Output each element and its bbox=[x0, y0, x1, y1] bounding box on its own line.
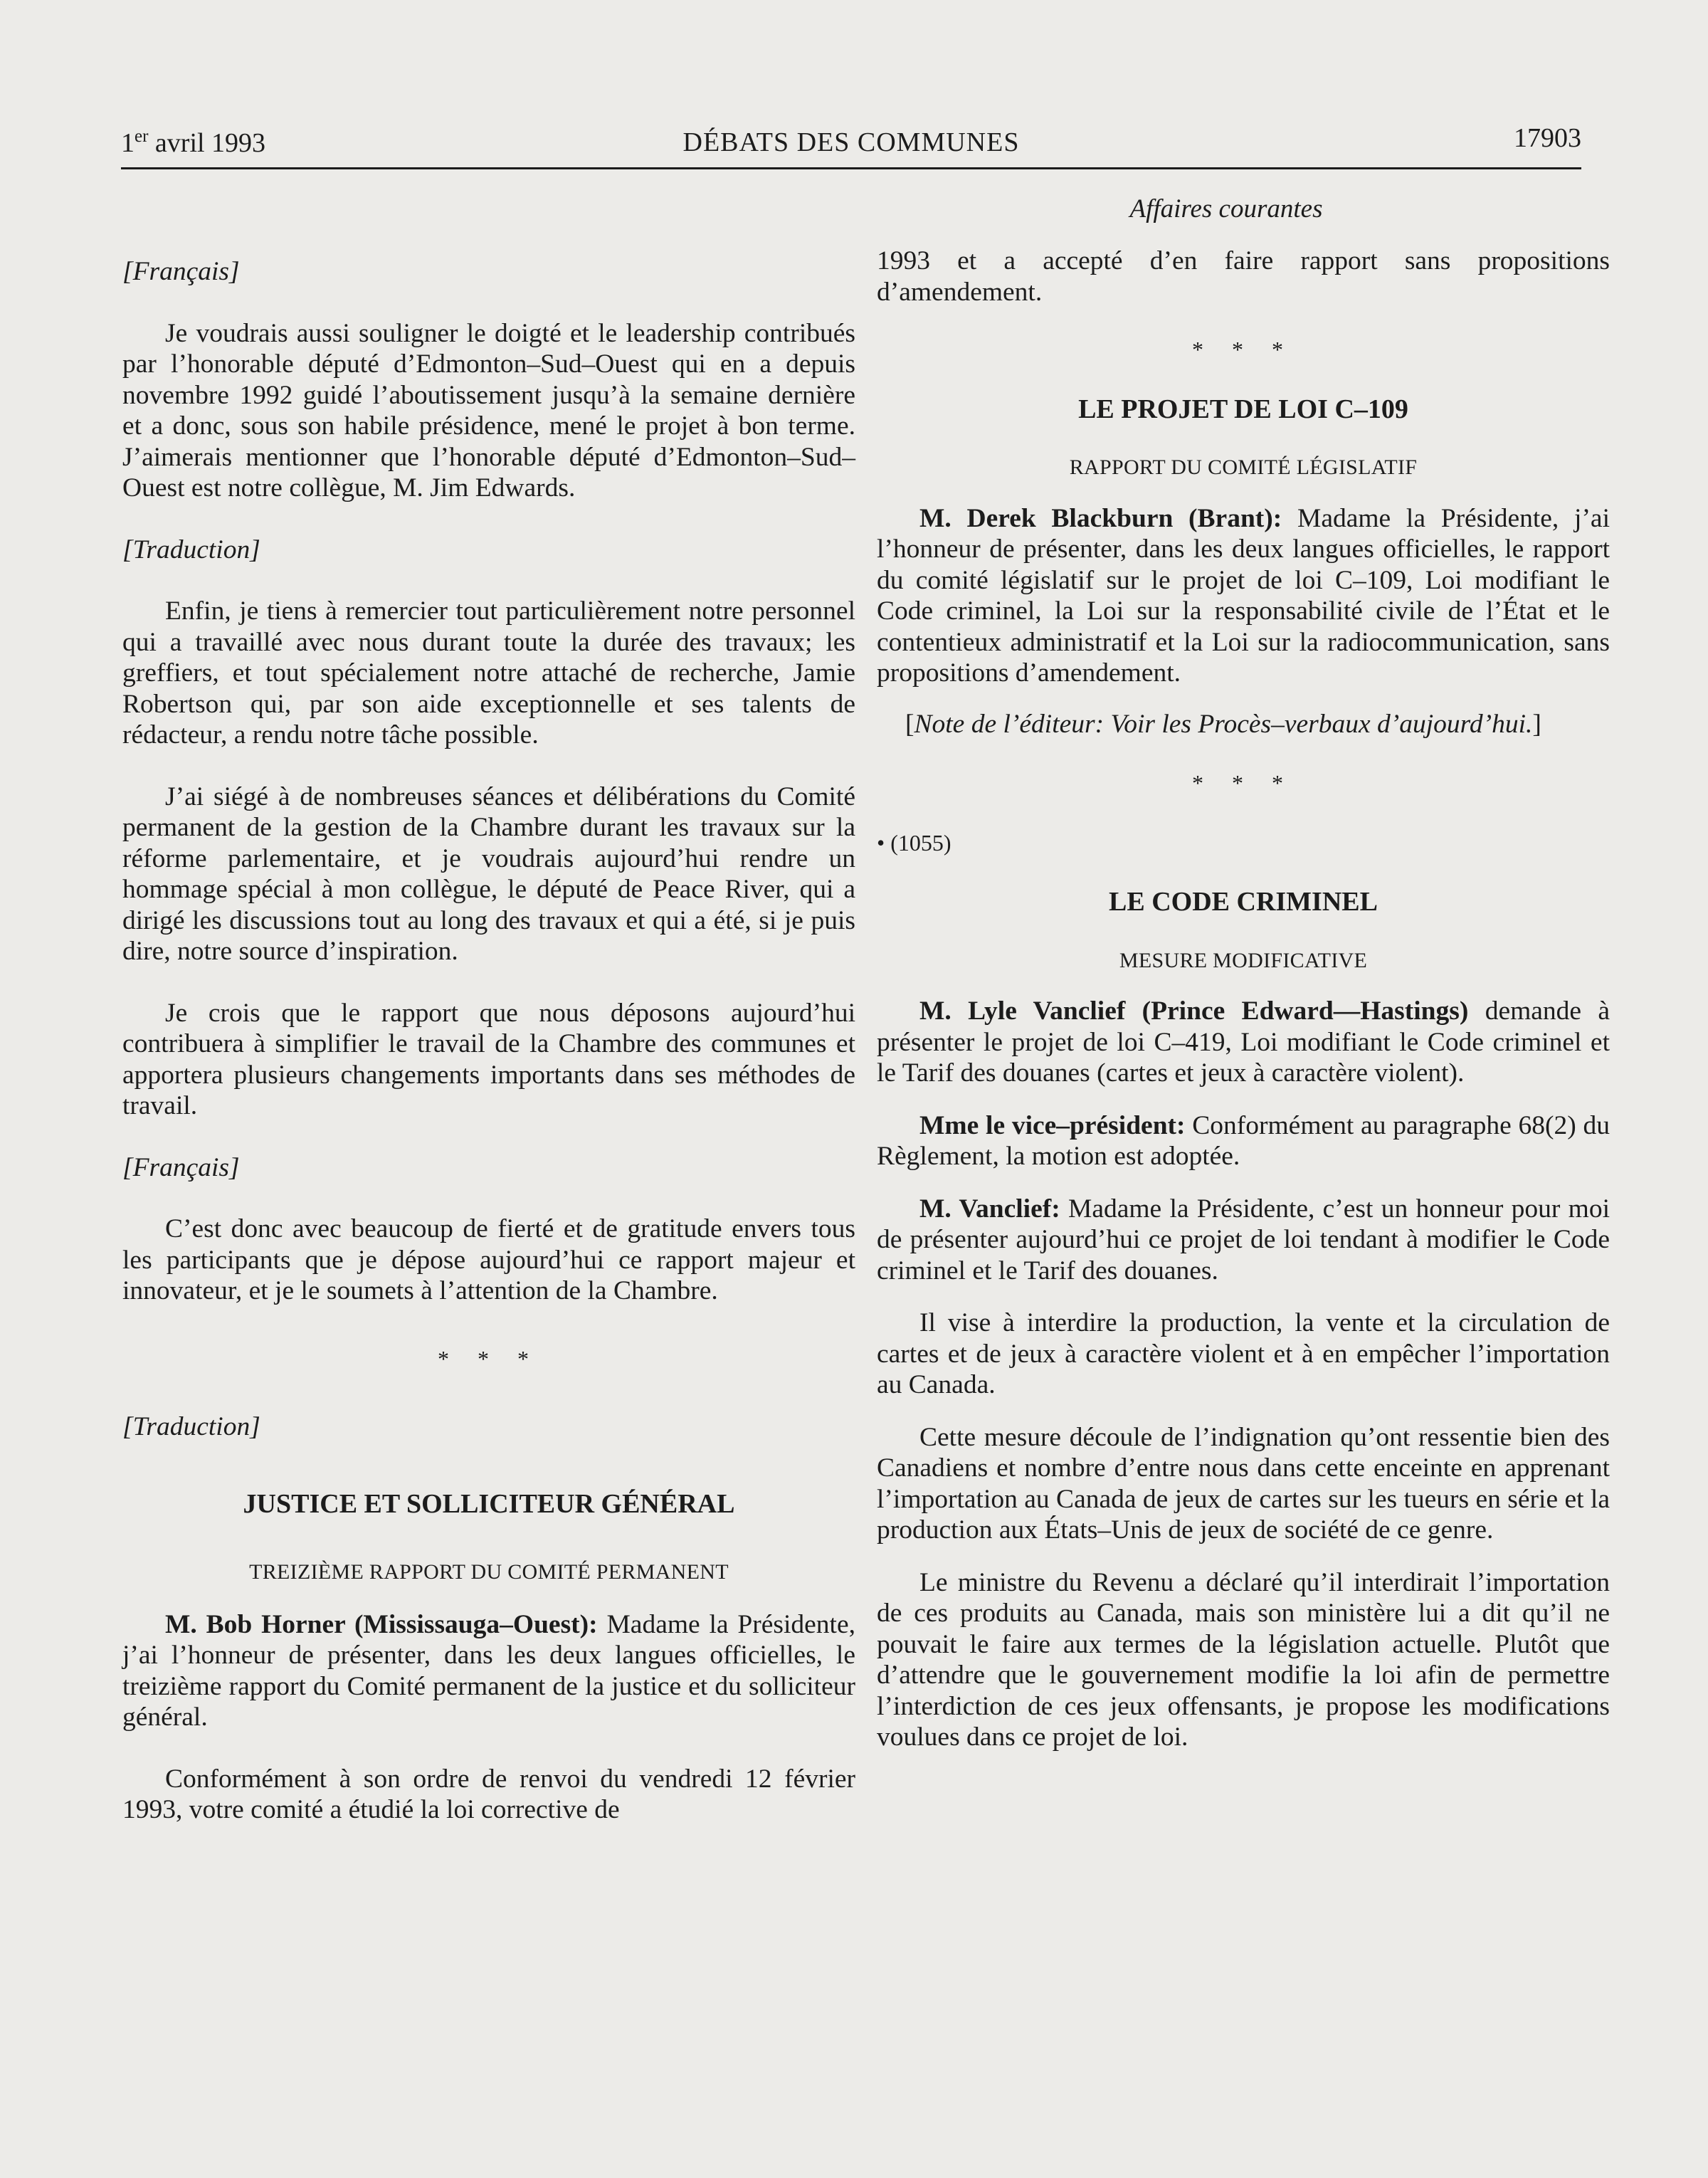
editor-note: [Note de l’éditeur: Voir les Procès–verbaux d’aujourd’hui.] bbox=[905, 709, 1541, 739]
right-column bbox=[877, 246, 1610, 1753]
speech-paragraph: M. Derek Blackburn (Brant): Madame la Présidente, j’ai l’honneur de présenter, dans les deux langues officielles, le rapport du comité législatif sur le projet de loi C–109, Loi modifiant le Code criminel, la Loi sur la responsabilité civile de l’État et le contentieux administratif et la Loi sur la radiocommunication, sans propositions d’amendement. bbox=[877, 503, 1610, 688]
paragraph: Cette mesure découle de l’indignation qu’ont ressentie bien des Canadiens et nombre d’entre nous dans cette enceinte en apprenant l’importation au Canada de jeux de cartes sur les tueurs en série et la production aux États–Unis de jeux de société de ce genre. bbox=[877, 1422, 1610, 1545]
paragraph: Conformément à son ordre de renvoi du vendredi 12 février 1993, votre comité a étudié la loi corrective de bbox=[122, 1764, 855, 1824]
speaker-name: M. Vanclief: bbox=[919, 1194, 1060, 1224]
speaker-name: M. Derek Blackburn (Brant): bbox=[919, 503, 1282, 533]
speaker-name: M. Bob Horner (Mississauga–Ouest): bbox=[165, 1609, 598, 1639]
section-separator: * * * bbox=[1192, 770, 1295, 796]
section-separator: * * * bbox=[438, 1345, 540, 1372]
section-subheading: MESURE MODIFICATIVE bbox=[1119, 948, 1368, 972]
paragraph: J’ai siégé à de nombreuses séances et délibérations du Comité permanent de la gestion de la Chambre durant les travaux sur la réforme parlementaire, et je voudrais aujourd’hui rendre un hommage spécial à mon collègue, le député de Peace River, qui a dirigé les discussions tout au long des travaux et qui a été, si je puis dire, notre source d’inspiration. bbox=[122, 782, 855, 966]
header-rule bbox=[121, 167, 1581, 169]
speech-paragraph: M. Bob Horner (Mississauga–Ouest): Madame la Présidente, j’ai l’honneur de présenter, dans les deux langues officielles, le treizième rapport du Comité permanent de la justice et du solliciteur général. bbox=[122, 1609, 855, 1732]
paragraph: Il vise à interdire la production, la vente et la circulation de cartes et de jeux à caractère violent et à en empêcher l’importation au Canada. bbox=[877, 1308, 1610, 1399]
section-heading: LE CODE CRIMINEL bbox=[1109, 887, 1378, 917]
section-separator: * * * bbox=[1192, 337, 1295, 362]
header-title: DÉBATS DES COMMUNES bbox=[682, 127, 1020, 157]
paragraph: C’est donc avec beaucoup de fierté et de gratitude envers tous les participants que je dépose aujourd’hui ce rapport majeur et innovateur, et je le soumets à l’attention de la Chambre. bbox=[122, 1214, 855, 1305]
section-rubric: Affaires courantes bbox=[1129, 194, 1323, 223]
section-heading: LE PROJET DE LOI C–109 bbox=[1078, 394, 1408, 424]
paragraph: Enfin, je tiens à remercier tout particulièrement notre personnel qui a travaillé avec nous durant toute la durée des travaux; les greffiers, et tout spécialement notre attaché de recherche, Jamie Robertson qui, par son aide exceptionnelle et ses talents de rédacteur, a rendu notre tâche possible. bbox=[122, 596, 855, 749]
paragraph: Je voudrais aussi souligner le doigté et le leadership contribués par l’honorable député d’Edmonton–Sud–Ouest qui en a depuis novembre 1992 guidé l’aboutissement jusqu’à la semaine dernière et a donc, sous son habile présidence, mené le projet à bon terme. J’aimerais mentionner que l’honorable député d’Edmonton–Sud–Ouest est notre collègue, M. Jim Edwards. bbox=[122, 318, 855, 503]
speech-paragraph: M. Vanclief: Madame la Présidente, c’est un honneur pour moi de présenter aujourd’hui ce projet de loi tendant à modifier le Code criminel et le Tarif des douanes. bbox=[877, 1194, 1610, 1285]
timestamp: • (1055) bbox=[877, 829, 951, 856]
language-tag: [Traduction] bbox=[122, 1412, 260, 1441]
language-tag: [Français] bbox=[122, 257, 240, 286]
header-date: 1er avril 1993 bbox=[121, 127, 266, 158]
language-tag: [Français] bbox=[122, 1152, 240, 1182]
paragraph: Le ministre du Revenu a déclaré qu’il interdirait l’importation de ces produits au Canada, mais son ministère lui a dit qu’il ne pouvait le faire aux termes de la législation actuelle. Plutôt que d’attendre que le gouvernement modifie la loi afin de permettre l’interdiction de ces jeux offensants, je propose les modifications voulues dans ce projet de loi. bbox=[877, 1567, 1610, 1752]
speaker-name: Mme le vice–président: bbox=[919, 1110, 1186, 1140]
paragraph: Je crois que le rapport que nous déposons aujourd’hui contribuera à simplifier le travail de la Chambre des communes et apportera plusieurs changements importants dans ses méthodes de travail. bbox=[122, 998, 855, 1120]
left-column bbox=[122, 256, 855, 1826]
paragraph: 1993 et a accepté d’en faire rapport sans propositions d’amendement. bbox=[877, 246, 1610, 307]
page-header bbox=[121, 122, 1581, 165]
speaker-name: M. Lyle Vanclief (Prince Edward—Hastings) bbox=[919, 996, 1469, 1026]
page-number: 17903 bbox=[1514, 123, 1581, 153]
speech-paragraph: Mme le vice–président: Conformément au paragraphe 68(2) du Règlement, la motion est adoptée. bbox=[877, 1110, 1610, 1171]
section-heading: JUSTICE ET SOLLICITEUR GÉNÉRAL bbox=[243, 1488, 735, 1519]
section-subheading: TREIZIÈME RAPPORT DU COMITÉ PERMANENT bbox=[249, 1560, 729, 1584]
speech-paragraph: M. Lyle Vanclief (Prince Edward—Hastings) demande à présenter le projet de loi C–419, Loi modifiant le Code criminel et le Tarif des douanes (cartes et jeux à caractère violent). bbox=[877, 996, 1610, 1088]
section-subheading: RAPPORT DU COMITÉ LÉGISLATIF bbox=[1069, 456, 1418, 479]
language-tag: [Traduction] bbox=[122, 535, 260, 564]
